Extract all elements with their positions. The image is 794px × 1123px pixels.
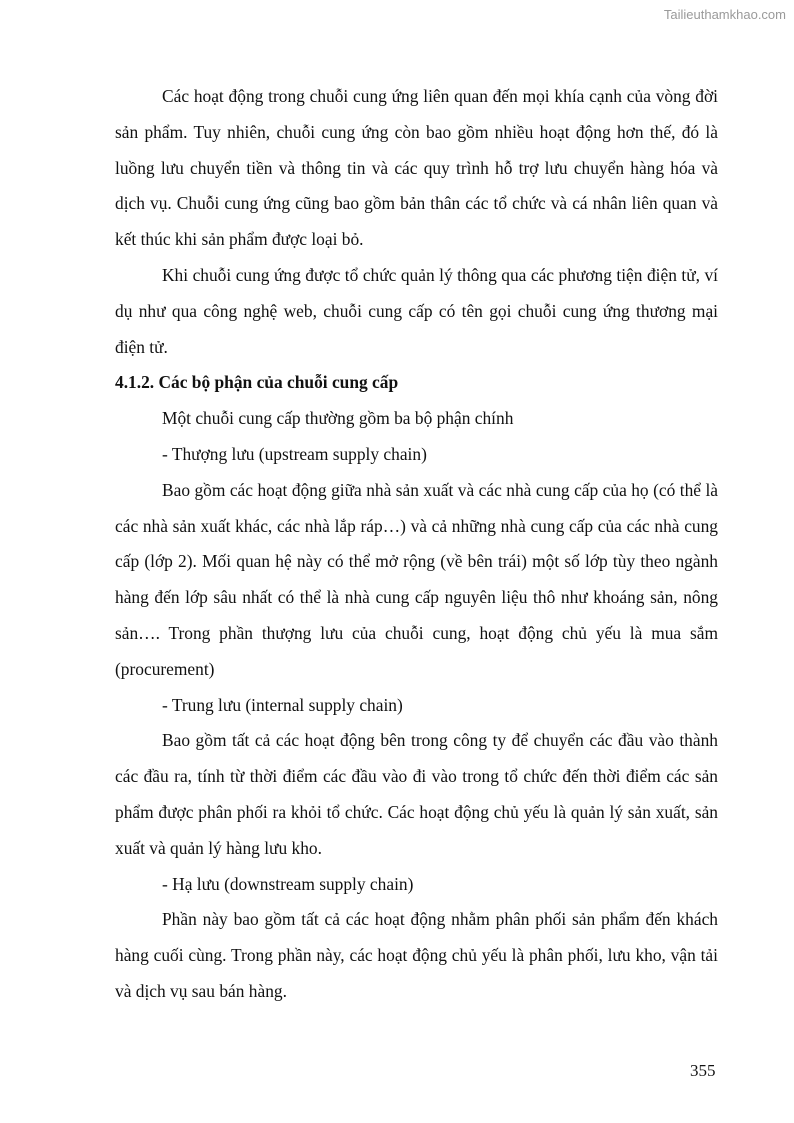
section-heading: 4.1.2. Các bộ phận của chuỗi cung cấp bbox=[115, 372, 399, 393]
page-number: 355 bbox=[690, 1061, 716, 1080]
item-downstream-label: - Hạ lưu (downstream supply chain) bbox=[162, 873, 414, 894]
paragraph-supply-chain-activities: Các hoạt động trong chuỗi cung ứng liên quan đến mọi khía cạnh của vòng đời sản phẩm. Tuy nhiên, chuỗi cung ứng còn bao gồm nhiều hoạt động hơn thế, đó là luồng lưu chuyển tiền và thông tin và các quy trình hỗ trợ lưu chuyển hàng hóa và dịch vụ. Chuỗi cung ứng cũng bao gồm bản thân các tổ chức và cá nhân liên quan và kết thúc khi sản phẩm được loại bỏ. bbox=[115, 86, 718, 250]
paragraph-e-supply-chain: Khi chuỗi cung ứng được tổ chức quản lý thông qua các phương tiện điện tử, ví dụ như qua công nghệ web, chuỗi cung cấp có tên gọi chuỗi cung ứng thương mại điện tử. bbox=[115, 264, 718, 357]
item-internal-label: - Trung lưu (internal supply chain) bbox=[162, 694, 403, 715]
page-content bbox=[115, 79, 718, 1010]
watermark: Tailieuthamkhao.com bbox=[663, 7, 786, 22]
paragraph-downstream: Phần này bao gồm tất cả các hoạt động nhằm phân phối sản phẩm đến khách hàng cuối cùng. Trong phần này, các hoạt động chủ yếu là phân phối, lưu kho, vận tải và dịch vụ sau bán hàng. bbox=[115, 909, 718, 1001]
paragraph-upstream: Bao gồm các hoạt động giữa nhà sản xuất và các nhà cung cấp của họ (có thể là các nhà sản xuất khác, các nhà lắp ráp…) và cả những nhà cung cấp của các nhà cung cấp (lớp 2). Mối quan hệ này có thể mở rộng (về bên trái) một số lớp tùy theo ngành hàng đến lớp sâu nhất có thể là nhà cung cấp nguyên liệu thô như khoáng sản, nông sản…. Trong phần thượng lưu của chuỗi cung, hoạt động chủ yếu là mua sắm (procurement) bbox=[115, 479, 718, 679]
item-upstream-label: - Thượng lưu (upstream supply chain) bbox=[162, 443, 427, 464]
paragraph-three-parts: Một chuỗi cung cấp thường gồm ba bộ phận chính bbox=[162, 408, 514, 429]
paragraph-internal: Bao gồm tất cả các hoạt động bên trong công ty để chuyển các đầu vào thành các đầu ra, tính từ thời điểm các đầu vào đi vào trong tổ chức đến thời điểm các sản phẩm được phân phối ra khỏi tổ chức. Các hoạt động chủ yếu là quản lý sản xuất, sản xuất và quản lý hàng lưu kho. bbox=[115, 730, 718, 858]
